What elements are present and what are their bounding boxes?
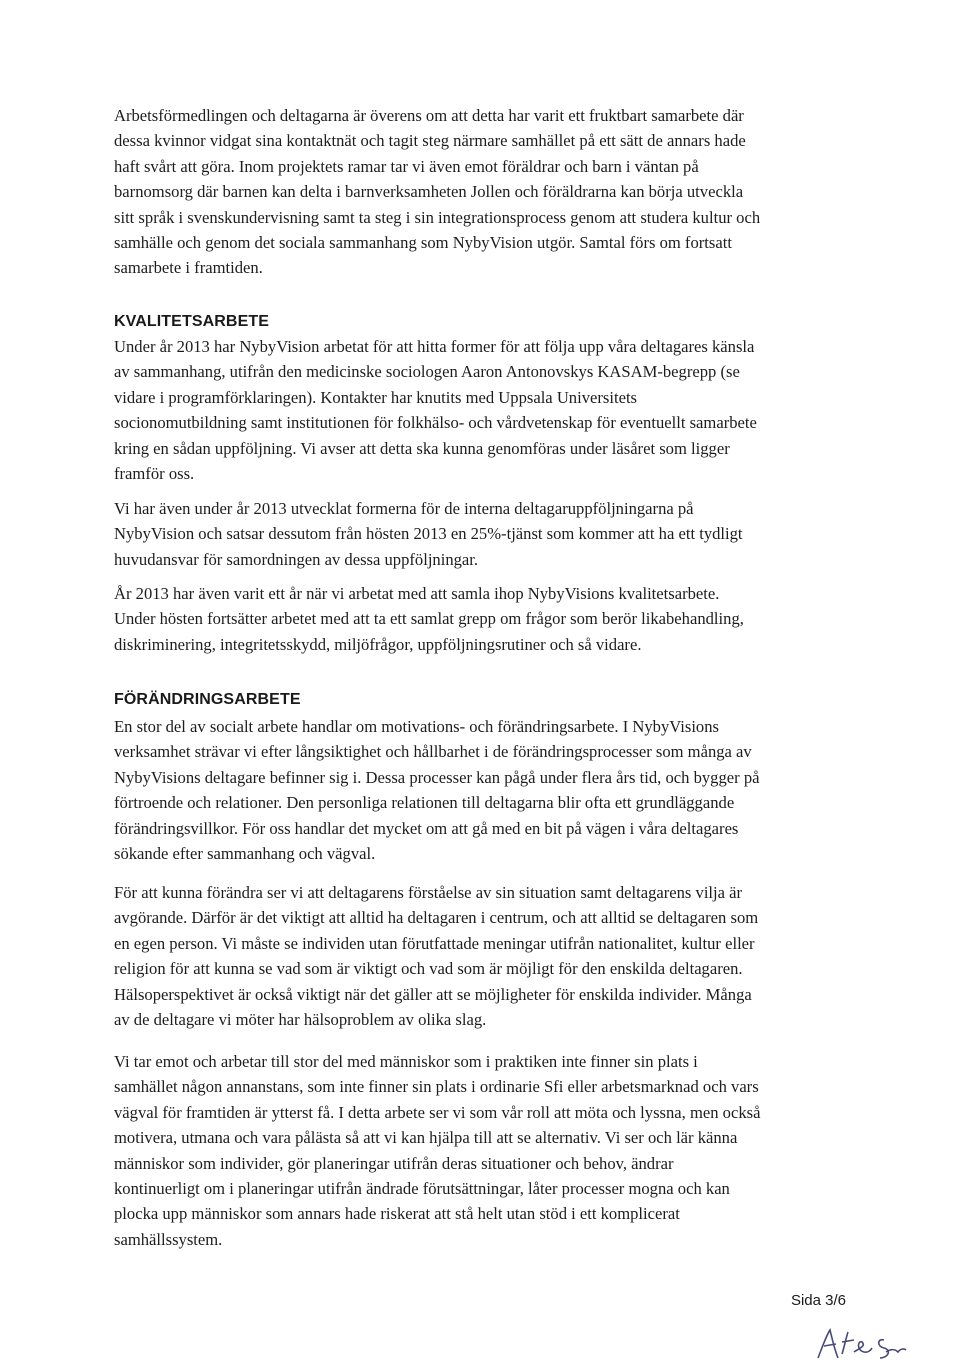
paragraph-line: religion för att kunna se vad som är viktigt och vad som är möjligt för den enskilda deltagaren. — [114, 959, 743, 979]
forandring-paragraph-1 — [114, 714, 862, 866]
paragraph-line: kring en sådan uppföljning. Vi avser att detta ska kunna genomföras under läsåret som ligger — [114, 438, 730, 458]
paragraph-line: haft svårt att göra. Inom projektets ramar tar vi även emot föräldrar och barn i väntan på — [114, 156, 699, 176]
paragraph-line: För att kunna förändra ser vi att deltagarens förståelse av sin situation samt deltagarens vilja är — [114, 883, 743, 902]
paragraph-line: diskriminering, integritetsskydd, miljöfrågor, uppföljningsrutiner och så vidare. — [114, 634, 642, 654]
section-heading-forandringsarbete: FÖRÄNDRINGSARBETE — [114, 691, 301, 708]
paragraph-line: dessa kvinnor vidgat sina kontaktnät och tagit steg närmare samhället på ett sätt de annars hade — [114, 131, 746, 151]
paragraph-line: År 2013 har även varit ett år när vi arbetat med att samla ihop NybyVisions kvalitetsarbete. — [114, 584, 720, 603]
paragraph-line: socionomutbildning samt institutionen för folkhälso- och vårdvetenskap för eventuellt samarbete — [114, 413, 757, 433]
paragraph-line: plocka upp människor som annars hade riskerat att stå helt utan stöd i ett komplicerat — [114, 1204, 680, 1224]
paragraph-line: motivera, utmana och vara pålästa så att vi kan hjälpa till att se alternativ. Vi ser och lär känna — [114, 1128, 738, 1148]
paragraph-line: Vi tar emot och arbetar till stor del med människor som i praktiken inte finner sin plats i — [114, 1052, 698, 1071]
paragraph-line: kontinuerligt om i planeringar utifrån ändrade förutsättningar, låter processer mogna och kan — [114, 1179, 730, 1199]
paragraph-line: människor som individer, gör planeringar utifrån deras situationer och behov, ändrar — [114, 1153, 674, 1173]
paragraph-line: samhälle och genom det sociala sammanhang som NybyVision utgör. Samtal förs om fortsatt — [114, 233, 732, 253]
paragraph-line: en egen person. Vi måste se individen utan förutfattade meningar utifrån nationalitet, kultur eller — [114, 933, 755, 953]
paragraph-line: Vi har även under år 2013 utvecklat formerna för de interna deltagaruppföljningarna på — [114, 499, 694, 518]
page-number: Sida 3/6 — [790, 1292, 846, 1309]
paragraph-line: NybyVisions deltagare befinner sig i. Dessa processer kan pågå under flera års tid, och bygger på — [114, 767, 760, 787]
intro-paragraph — [114, 103, 862, 281]
forandring-paragraph-2 — [114, 880, 862, 1032]
paragraph-line: Under år 2013 har NybyVision arbetat för att hitta former för att följa upp våra deltagares känsla — [114, 337, 755, 356]
kvalitet-paragraph-2 — [114, 496, 862, 572]
paragraph-line: sökande efter sammanhang och vägval. — [114, 844, 376, 864]
paragraph-line: huvudansvar för samordningen av dessa uppföljningar. — [114, 549, 479, 569]
kvalitet-paragraph-1 — [114, 334, 862, 486]
paragraph-line: framför oss. — [114, 464, 195, 484]
paragraph-line: förtroende och relationer. Den personliga relationen till deltagarna blir ofta ett grundläggande — [114, 793, 735, 813]
paragraph-line: Hälsoperspektivet är också viktigt när det gäller att se möjligheter för enskilda individer. Många — [114, 984, 752, 1004]
paragraph-line: Under hösten fortsätter arbetet med att ta ett samlat grepp om frågor som berör likabehandling, — [114, 609, 744, 629]
paragraph-line: barnomsorg där barnen kan delta i barnverksamheten Jollen och föräldrarna kan börja utveckla — [114, 182, 744, 202]
paragraph-line: samhällssystem. — [114, 1229, 223, 1249]
forandring-paragraph-3 — [114, 1049, 862, 1252]
section-heading-kvalitetsarbete: KVALITETSARBETE — [114, 313, 269, 330]
paragraph-line: avgörande. Därför är det viktigt att alltid ha deltagaren i centrum, och att alltid se deltagaren som — [114, 908, 759, 928]
paragraph-line: samhället någon annanstans, som inte finner sin plats i ordinarie Sfi eller arbetsmarknad och vars — [114, 1077, 759, 1097]
handwritten-initials-signature — [808, 1318, 918, 1364]
paragraph-line: vidare i programförklaringen). Kontakter har knutits med Uppsala Universitets — [114, 387, 638, 407]
paragraph-line: sitt språk i svenskundervisning samt ta steg i sin integrationsprocess genom att studera kultur och — [114, 207, 761, 227]
paragraph-line: samarbete i framtiden. — [114, 258, 263, 278]
paragraph-line: av de deltagare vi möter har hälsoproblem av olika slag. — [114, 1010, 487, 1030]
paragraph-line: Arbetsförmedlingen och deltagarna är överens om att detta har varit ett fruktbart samarbete där — [114, 106, 744, 125]
paragraph-line: En stor del av socialt arbete handlar om motivations- och förändringsarbete. I NybyVisions — [114, 717, 719, 736]
paragraph-line: NybyVision och satsar dessutom från hösten 2013 en 25%-tjänst som kommer att ha ett tydligt — [114, 524, 743, 544]
paragraph-line: vägval för framtiden är ytterst få. I detta arbete ser vi som vår roll att möta och lyssna, men också — [114, 1102, 761, 1122]
paragraph-line: verksamhet strävar vi efter långsiktighet och hållbarhet i de förändringsprocesser som många av — [114, 742, 752, 762]
paragraph-line: av sammanhang, utifrån den medicinske sociologen Aaron Antonovskys KASAM-begrepp (se — [114, 362, 740, 382]
kvalitet-paragraph-3 — [114, 581, 862, 657]
paragraph-line: förändringsvillkor. För oss handlar det mycket om att gå med en bit på vägen i våra deltagares — [114, 818, 739, 838]
